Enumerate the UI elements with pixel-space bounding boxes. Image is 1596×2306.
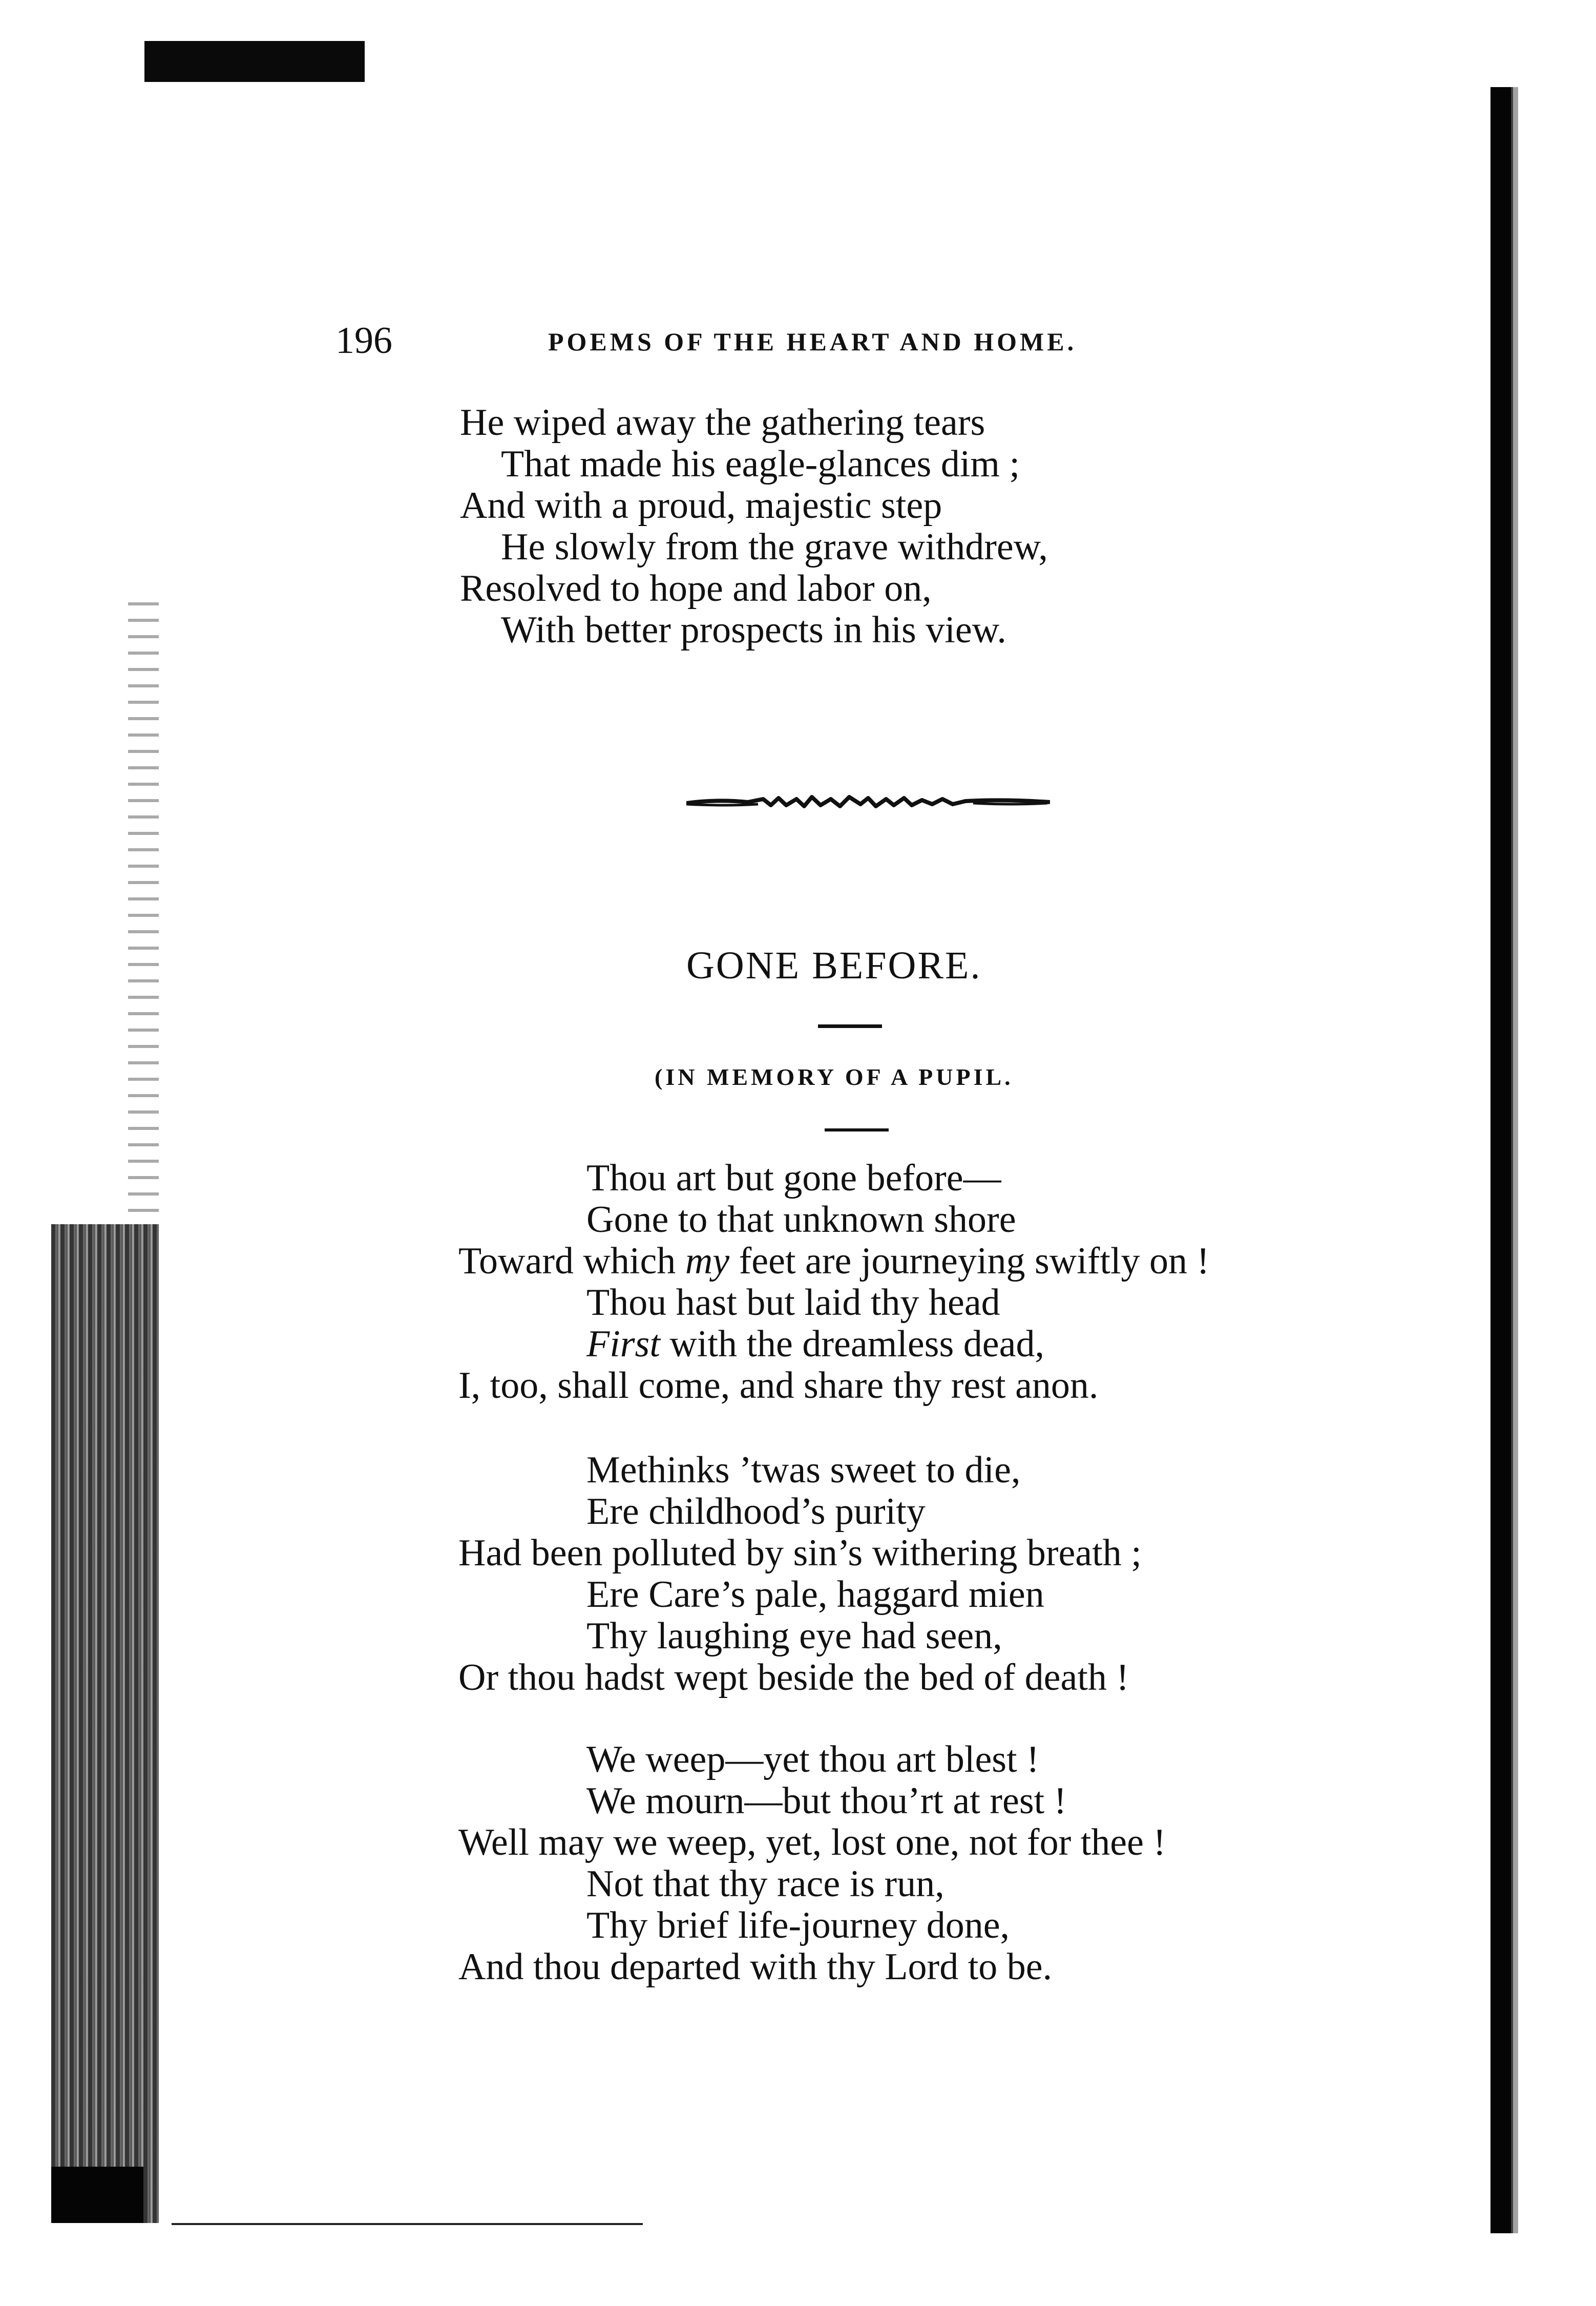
poem-line: Gone to that unknown shore bbox=[586, 1199, 1016, 1241]
poem-title: GONE BEFORE. bbox=[686, 944, 982, 987]
poem-line: We mourn—but thou’rt at rest ! bbox=[586, 1780, 1067, 1822]
running-head bbox=[335, 318, 1237, 364]
poem-line: Not that thy race is run, bbox=[586, 1863, 944, 1905]
poem-line: We weep—yet thou art blest ! bbox=[586, 1738, 1039, 1780]
poem-line: Methinks ’twas sweet to die, bbox=[586, 1449, 1021, 1491]
poem-line: He wiped away the gathering tears bbox=[460, 402, 985, 444]
line-text: Toward which bbox=[458, 1240, 685, 1282]
scan-artifact-top-bar bbox=[144, 41, 365, 82]
poem-line: With better prospects in his view. bbox=[501, 609, 1006, 651]
poem-line bbox=[458, 1324, 1209, 1365]
italic-word: my bbox=[685, 1240, 730, 1282]
stanza-2 bbox=[458, 1450, 1142, 1699]
poem-line: That made his eagle-glances dim ; bbox=[501, 443, 1020, 485]
poem-line: Thy brief life-journey done, bbox=[586, 1904, 1010, 1946]
running-title: POEMS OF THE HEART AND HOME. bbox=[548, 327, 1077, 356]
poem-line: He slowly from the grave withdrew, bbox=[501, 526, 1048, 568]
poem-line: Ere childhood’s purity bbox=[586, 1491, 926, 1533]
stanza-3 bbox=[458, 1739, 1166, 1988]
poem-line: Thou hast but laid thy head bbox=[586, 1282, 1000, 1324]
poem-line: Had been polluted by sin’s withering breath ; bbox=[458, 1532, 1142, 1574]
previous-poem-ending bbox=[460, 402, 1048, 651]
poem-subtitle: (IN MEMORY OF A PUPIL. bbox=[655, 1064, 1014, 1090]
poem-line bbox=[458, 1241, 1209, 1282]
poem-line: Or thou hadst wept beside the bed of death ! bbox=[458, 1657, 1129, 1699]
scan-artifact-left-corner bbox=[51, 2167, 143, 2223]
scan-artifact-left-dots bbox=[128, 589, 159, 1224]
scan-artifact-bottom-rule bbox=[172, 2223, 643, 2225]
poem-line: Well may we weep, yet, lost one, not for thee ! bbox=[458, 1821, 1166, 1863]
poem-line: I, too, shall come, and share thy rest anon. bbox=[458, 1365, 1099, 1407]
scan-artifact-right-edge bbox=[1490, 87, 1513, 2233]
stanza-1 bbox=[458, 1158, 1209, 1407]
poem-line: Ere Care’s pale, haggard mien bbox=[586, 1574, 1044, 1616]
subtitle-rule bbox=[825, 1128, 889, 1131]
poem-line: Thy laughing eye had seen, bbox=[586, 1615, 1002, 1657]
italic-word: First bbox=[586, 1323, 660, 1365]
title-rule bbox=[818, 1024, 882, 1028]
decorative-ornament-divider bbox=[686, 784, 1050, 820]
line-text: feet are journeying swiftly on ! bbox=[729, 1240, 1210, 1282]
scan-artifact-right-edge-shade bbox=[1511, 87, 1518, 2233]
poem-line: And thou departed with thy Lord to be. bbox=[458, 1946, 1053, 1988]
scan-artifact-left-shadow bbox=[51, 1224, 159, 2223]
poem-line: Thou art but gone before— bbox=[586, 1157, 1001, 1199]
poem-line: Resolved to hope and labor on, bbox=[460, 568, 932, 610]
poem-line: And with a proud, majestic step bbox=[460, 485, 942, 527]
page-number: 196 bbox=[335, 320, 392, 362]
line-text: with the dreamless dead, bbox=[660, 1323, 1044, 1365]
